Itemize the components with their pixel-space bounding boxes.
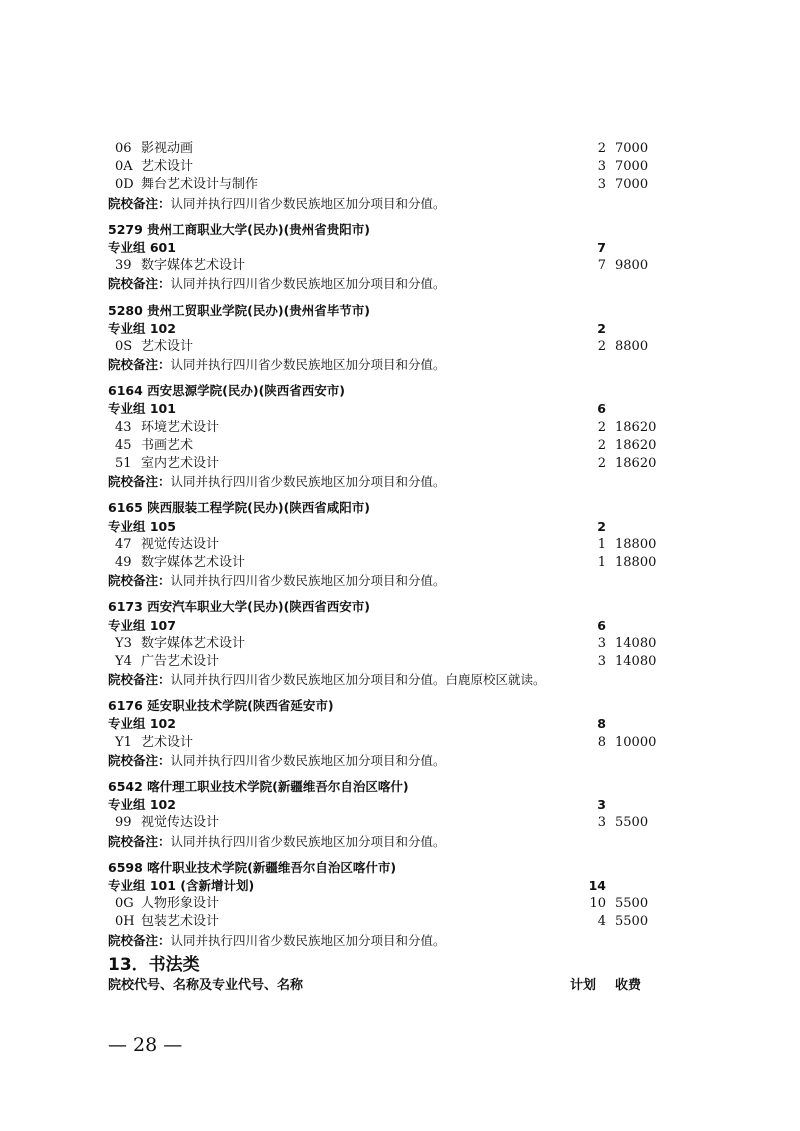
major-code: 0G <box>115 896 134 912</box>
major-fee: 18800 <box>615 536 657 552</box>
school-note <box>108 473 446 492</box>
major-name: 舞台艺术设计与制作 <box>141 177 259 193</box>
school-note-label: 院校备注： <box>108 833 171 849</box>
major-fee: 18620 <box>615 456 657 471</box>
school-note-text: 认同并执行四川省少数民族地区加分项目和分值。白鹿原校区就读。 <box>170 672 546 688</box>
school-note-text: 认同并执行四川省少数民族地区加分项目和分值。 <box>170 833 446 849</box>
major-label <box>115 536 219 554</box>
major-row <box>108 814 668 832</box>
group-row <box>108 320 668 338</box>
group-name: 专业组 101 <box>108 401 176 417</box>
major-plan: 8 <box>597 734 606 750</box>
school-note <box>108 195 446 214</box>
major-label <box>115 419 219 437</box>
school-note-row <box>108 275 668 293</box>
major-name: 数字媒体艺术设计 <box>141 635 246 651</box>
school-note <box>108 752 446 771</box>
group-row <box>108 518 668 536</box>
section-heading: 13．书法类 <box>108 955 200 975</box>
school-name: 6598 喀什职业技术学院(新疆维吾尔自治区喀什市) <box>108 859 397 875</box>
major-name: 视觉传达设计 <box>141 536 220 552</box>
major-name: 环境艺术设计 <box>141 419 220 435</box>
school-name: 6165 陕西服装工程学院(民办)(陕西省咸阳市) <box>108 500 370 516</box>
major-code: 0H <box>115 914 135 930</box>
major-fee: 10000 <box>615 734 657 750</box>
major-code: 47 <box>115 536 132 552</box>
major-name: 书画艺术 <box>141 437 194 453</box>
major-row <box>108 536 668 554</box>
column-header-fee: 收费 <box>615 978 642 993</box>
major-code: 45 <box>115 437 132 453</box>
school-note-text: 认同并执行四川省少数民族地区加分项目和分值。 <box>170 195 446 211</box>
school-note-label: 院校备注： <box>108 357 171 373</box>
group-name: 专业组 102 <box>108 320 176 336</box>
major-row <box>108 140 668 158</box>
major-plan: 1 <box>597 536 606 552</box>
major-label <box>115 140 193 158</box>
major-label <box>115 338 193 356</box>
major-fee: 7000 <box>615 141 649 156</box>
major-fee: 14080 <box>615 653 657 669</box>
group-row <box>108 239 668 257</box>
school-note <box>108 932 446 951</box>
school-note-text: 认同并执行四川省少数民族地区加分项目和分值。 <box>170 276 446 292</box>
school-note <box>108 275 446 294</box>
major-fee: 18800 <box>615 554 657 570</box>
major-fee: 18620 <box>615 419 657 435</box>
major-code: Y3 <box>115 635 132 651</box>
major-name: 艺术设计 <box>141 159 194 175</box>
school-note-row <box>108 473 668 491</box>
school-note <box>108 572 446 591</box>
group-name: 专业组 102 <box>108 797 176 813</box>
group-row <box>108 617 668 635</box>
major-plan: 2 <box>597 437 606 453</box>
group-name: 专业组 102 <box>108 716 176 732</box>
school-note-row <box>108 572 668 590</box>
major-fee: 9800 <box>615 258 649 274</box>
major-row <box>108 455 668 473</box>
school-note-text: 认同并执行四川省少数民族地区加分项目和分值。 <box>170 932 446 948</box>
school-row <box>108 778 668 796</box>
major-code: 51 <box>115 456 132 471</box>
major-label <box>115 635 245 653</box>
major-code: 0A <box>115 159 133 175</box>
school-note-text: 认同并执行四川省少数民族地区加分项目和分值。 <box>170 474 446 490</box>
group-name: 专业组 107 <box>108 617 176 633</box>
major-code: 99 <box>115 815 132 831</box>
major-fee: 5500 <box>615 815 649 831</box>
major-row <box>108 176 668 194</box>
school-name: 6176 延安职业技术学院(陕西省延安市) <box>108 698 334 714</box>
major-name: 室内艺术设计 <box>141 456 220 471</box>
major-name: 数字媒体艺术设计 <box>141 258 246 274</box>
school-row <box>108 382 668 400</box>
school-note-row <box>108 752 668 770</box>
major-label <box>115 437 193 455</box>
school-name: 5279 贵州工商职业大学(民办)(贵州省贵阳市) <box>108 221 370 237</box>
major-code: 43 <box>115 419 132 435</box>
major-label <box>115 814 219 832</box>
major-code: 39 <box>115 258 132 274</box>
school-note-row <box>108 671 668 689</box>
major-label <box>115 554 245 572</box>
school-note <box>108 833 446 852</box>
group-plan: 6 <box>597 617 606 633</box>
major-plan: 2 <box>597 456 606 471</box>
major-plan: 4 <box>597 914 606 930</box>
group-plan: 3 <box>597 797 606 813</box>
major-label <box>115 257 245 275</box>
major-plan: 1 <box>597 554 606 570</box>
major-plan: 3 <box>597 653 606 669</box>
major-code: 0D <box>115 177 134 193</box>
major-plan: 3 <box>597 815 606 831</box>
school-row <box>108 221 668 239</box>
group-name: 专业组 601 <box>108 239 176 255</box>
major-plan: 10 <box>589 896 606 912</box>
major-name: 艺术设计 <box>141 734 194 750</box>
group-row <box>108 715 668 733</box>
group-plan: 14 <box>588 877 606 893</box>
major-label <box>115 158 193 176</box>
major-name: 包装艺术设计 <box>141 914 220 930</box>
major-row <box>108 257 668 275</box>
major-name: 人物形象设计 <box>141 896 220 912</box>
major-code: Y4 <box>115 653 132 669</box>
major-name: 视觉传达设计 <box>141 815 220 831</box>
major-label <box>115 455 219 473</box>
major-row <box>108 653 668 671</box>
major-fee: 7000 <box>615 159 649 175</box>
major-row <box>108 419 668 437</box>
major-row <box>108 734 668 752</box>
major-plan: 3 <box>597 159 606 175</box>
major-label <box>115 913 219 931</box>
page-number: — 28 — <box>108 1034 183 1056</box>
major-row <box>108 158 668 176</box>
column-header <box>108 976 668 996</box>
school-note-text: 认同并执行四川省少数民族地区加分项目和分值。 <box>170 357 446 373</box>
school-note-text: 认同并执行四川省少数民族地区加分项目和分值。 <box>170 752 446 768</box>
school-note-row <box>108 833 668 851</box>
major-code: 06 <box>115 141 132 156</box>
major-plan: 7 <box>597 258 606 274</box>
school-name: 5280 贵州工贸职业学院(民办)(贵州省毕节市) <box>108 302 370 318</box>
group-plan: 7 <box>597 239 606 255</box>
major-row <box>108 635 668 653</box>
major-plan: 2 <box>597 141 606 156</box>
major-name: 艺术设计 <box>141 338 194 354</box>
major-plan: 2 <box>597 419 606 435</box>
group-name: 专业组 101 (含新增计划) <box>108 877 255 893</box>
major-row <box>108 895 668 913</box>
major-fee: 14080 <box>615 635 657 651</box>
major-code: Y1 <box>115 734 132 750</box>
major-code: 0S <box>115 338 133 354</box>
major-plan: 2 <box>597 338 606 354</box>
school-name: 6173 西安汽车职业大学(民办)(陕西省西安市) <box>108 599 370 615</box>
group-row <box>108 796 668 814</box>
column-header-name: 院校代号、名称及专业代号、名称 <box>108 978 304 993</box>
school-note-row <box>108 932 668 950</box>
major-row <box>108 338 668 356</box>
school-row <box>108 499 668 517</box>
school-row <box>108 302 668 320</box>
major-plan: 3 <box>597 177 606 193</box>
school-note-label: 院校备注： <box>108 752 171 768</box>
school-note-text: 认同并执行四川省少数民族地区加分项目和分值。 <box>170 573 446 589</box>
group-plan: 6 <box>597 401 606 417</box>
major-label <box>115 895 219 913</box>
major-fee: 18620 <box>615 437 657 453</box>
major-plan: 3 <box>597 635 606 651</box>
school-note-row <box>108 195 668 213</box>
school-note-label: 院校备注： <box>108 276 171 292</box>
school-note <box>108 356 446 375</box>
major-label <box>115 653 219 671</box>
major-code: 49 <box>115 554 132 570</box>
group-plan: 2 <box>597 320 606 336</box>
major-fee: 5500 <box>615 896 649 912</box>
school-note-label: 院校备注： <box>108 474 171 490</box>
school-note-row <box>108 356 668 374</box>
school-name: 6542 喀什理工职业技术学院(新疆维吾尔自治区喀什) <box>108 779 409 794</box>
major-row <box>108 913 668 931</box>
group-name: 专业组 105 <box>108 518 176 534</box>
school-note <box>108 671 546 690</box>
major-name: 广告艺术设计 <box>141 653 220 669</box>
school-row <box>108 697 668 715</box>
admission-plan-list <box>108 140 668 950</box>
group-row <box>108 400 668 418</box>
school-note-label: 院校备注： <box>108 195 171 211</box>
school-note-label: 院校备注： <box>108 573 171 589</box>
major-name: 数字媒体艺术设计 <box>141 554 246 570</box>
school-row <box>108 859 668 877</box>
major-fee: 7000 <box>615 177 649 193</box>
major-name: 影视动画 <box>141 141 194 156</box>
school-row <box>108 598 668 616</box>
school-note-label: 院校备注： <box>108 672 171 688</box>
school-name: 6164 西安思源学院(民办)(陕西省西安市) <box>108 383 345 399</box>
school-note-label: 院校备注： <box>108 932 171 948</box>
major-label <box>115 734 193 752</box>
column-header-plan: 计划 <box>570 978 597 993</box>
major-label <box>115 176 258 194</box>
group-plan: 8 <box>597 716 606 732</box>
major-fee: 5500 <box>615 914 649 930</box>
major-fee: 8800 <box>615 338 649 354</box>
group-row <box>108 877 668 895</box>
major-row <box>108 437 668 455</box>
major-row <box>108 554 668 572</box>
group-plan: 2 <box>597 518 606 534</box>
